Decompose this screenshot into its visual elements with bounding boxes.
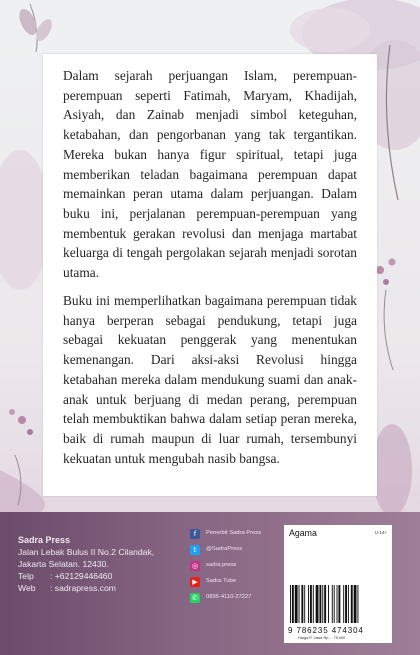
publisher-address-2: Jakarta Selatan. 12430. bbox=[18, 559, 109, 569]
price-text: Harga P. Jawa Rp.... 75.000 bbox=[298, 636, 346, 640]
phone-label: Telp bbox=[18, 571, 34, 581]
isbn-number: 9 786235 474304 bbox=[288, 626, 364, 635]
synopsis-paragraph-2: Buku ini memperlihatkan bagaimana perempuan tidak hanya berperan sebagai pendukung, tetapi juga sebagai kekuatan penggerak yang menentukan kemenangan. Dari aksi-aksi Revolusi hingga ketabahan mereka dalam mendukung suami dan anak-anak untuk berjuang di medan perang, perempuan telah membuktikan bahwa dalam setiap peran mereka, baik di rumah maupun di luar rumah, tersembunyi kekuatan untuk mengubah nasib bangsa. bbox=[63, 293, 357, 466]
social-facebook-text: Penerbit Sadra Press bbox=[206, 530, 262, 536]
publisher-name: Sadra Press bbox=[18, 535, 71, 545]
social-youtube-text: Sadra Tube bbox=[206, 578, 236, 584]
social-instagram-text: sadra.press bbox=[206, 562, 237, 568]
social-whatsapp-text: 0895-4110-27227 bbox=[206, 594, 252, 600]
genre-label: Agama bbox=[289, 528, 317, 538]
publisher-info bbox=[18, 534, 154, 594]
isbn-label bbox=[284, 525, 392, 643]
publisher-web bbox=[18, 582, 154, 594]
barcode bbox=[288, 585, 388, 625]
age-rating: U-14+ bbox=[374, 530, 387, 535]
synopsis-paragraph-1: Dalam sejarah perjuangan Islam, perempuan-perempuan seperti Fatimah, Maryam, Khadijah, Asiyah, dan Zainab menjadi simbol keteguhan, ketabahan, dan pengorbanan yang tak tergantikan. Mereka bukan hanya figur spiritual, tetapi juga memberikan teladan bagaimana perempuan dapat memainkan peran utama dalam perjuangan. Dalam buku ini, perjalanan perempuan-perempuan yang membentuk gerakan revolusi dan menjaga martabat keluarga di tengah pergolakan sejarah menjadi sorotan utama. bbox=[63, 68, 357, 281]
web-label: Web bbox=[18, 583, 36, 593]
publisher-address-1: Jalan Lebak Bulus II No.2 Cilandak, bbox=[18, 547, 155, 557]
synopsis-panel bbox=[43, 54, 377, 496]
instagram-icon: ◎ bbox=[191, 562, 199, 570]
facebook-icon: f bbox=[190, 529, 200, 539]
youtube-icon: ▶ bbox=[190, 577, 200, 587]
phone-value: : +62129446460 bbox=[50, 571, 113, 581]
whatsapp-icon: ✆ bbox=[190, 593, 200, 603]
publisher-phone bbox=[18, 570, 154, 582]
twitter-icon: t bbox=[190, 545, 200, 555]
social-twitter-text: @SadraPress bbox=[206, 546, 243, 552]
web-value: : sadrapress.com bbox=[50, 583, 116, 593]
